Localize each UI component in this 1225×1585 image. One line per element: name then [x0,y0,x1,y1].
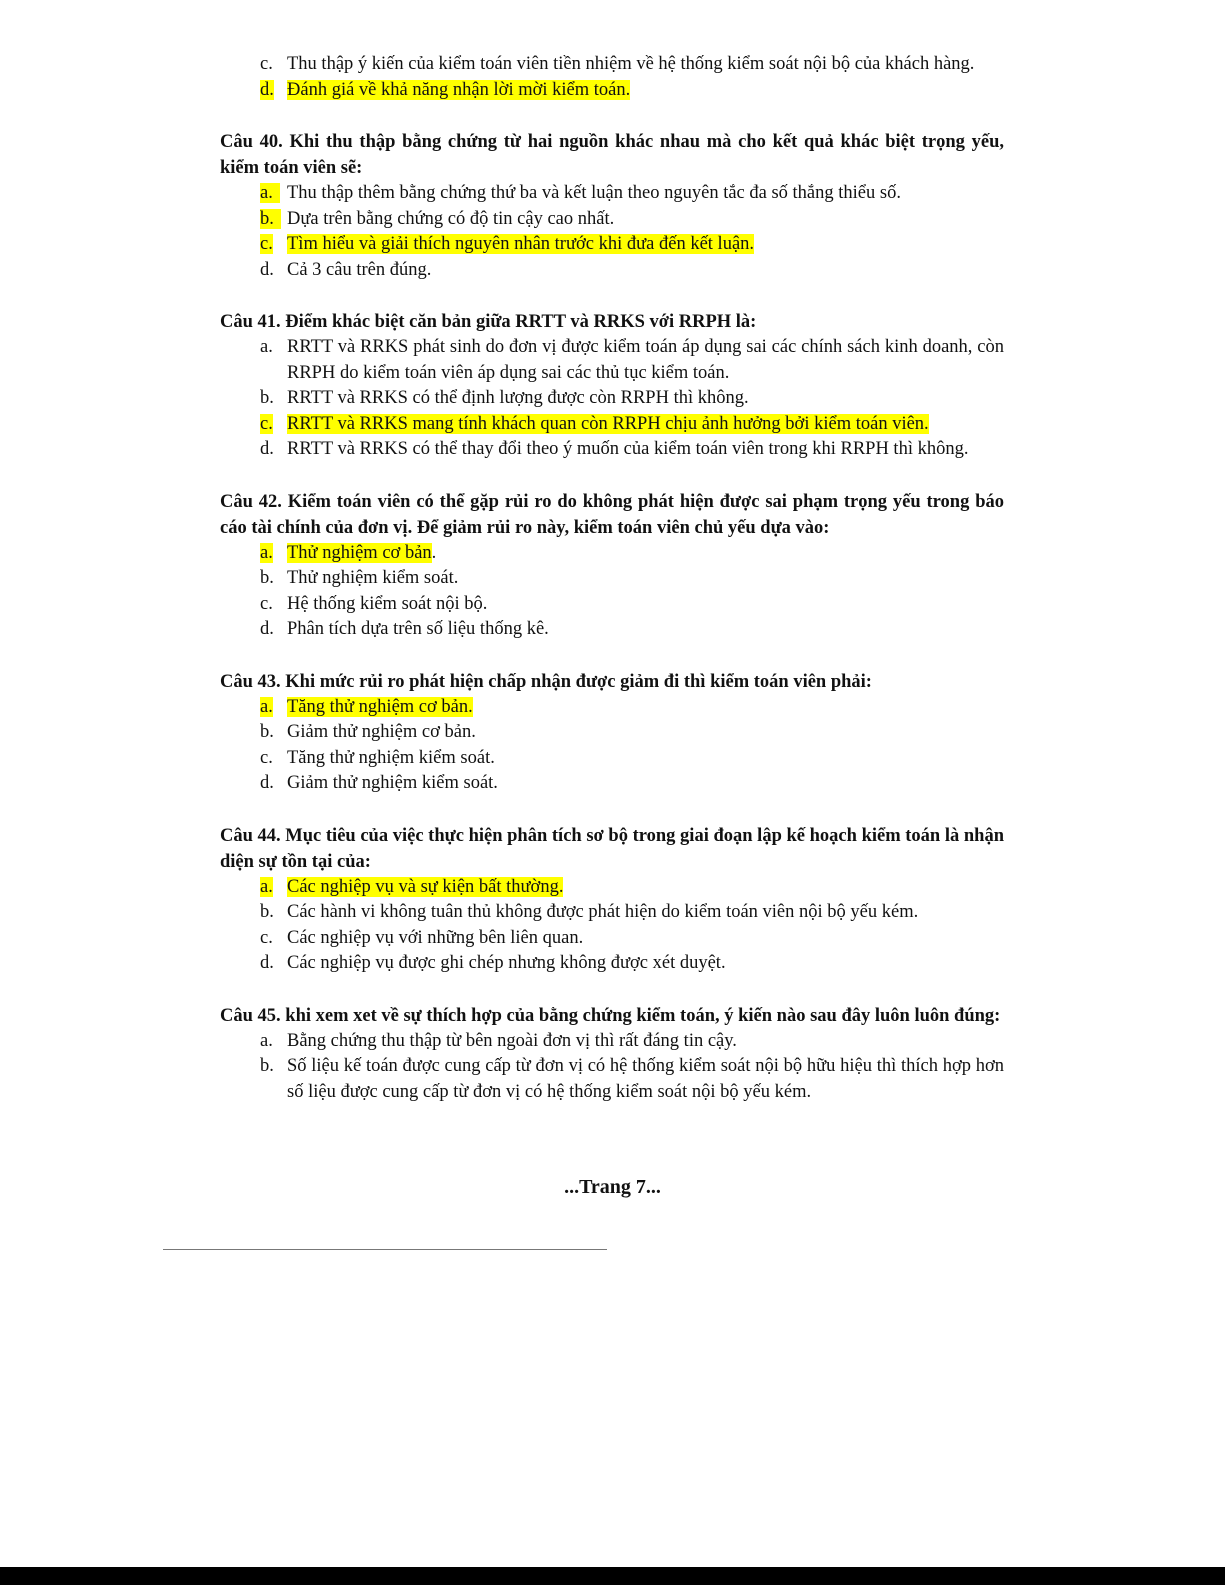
option-letter: a. [260,876,273,897]
option-letter: a. [260,542,273,563]
option-text-tail: . [431,542,437,563]
answer-option [260,78,1004,104]
option-letter: b. [260,388,274,408]
question-block [220,669,1004,797]
answer-option [260,1029,1004,1055]
answer-option [260,951,1004,977]
question-text: Câu 41. Điểm khác biệt căn bản giữa RRTT và RRKS với RRPH là: [220,312,757,332]
option-letter: d. [260,619,274,639]
option-text: RRTT và RRKS phát sinh do đơn vị được kiểm toán áp dụng sai các chính sách kinh doanh, còn RRPH do kiểm toán viên áp dụng sai các thủ tục kiểm toán. [287,337,1004,383]
option-text: Thu thập ý kiến của kiểm toán viên tiền nhiệm về hệ thống kiểm soát nội bộ của khách hàng. [287,54,975,74]
option-text: Cả 3 câu trên đúng. [287,259,432,280]
option-text: RRTT và RRKS mang tính khách quan còn RRPH chịu ảnh hưởng bởi kiểm toán viên. [287,413,929,434]
answer-options [220,335,1004,463]
question-block [220,823,1004,977]
question-block [220,489,1004,643]
answer-option [260,1054,1004,1105]
answer-options [220,1029,1004,1106]
answer-option [260,926,1004,952]
answer-option [260,258,1004,284]
answer-option [260,437,1004,463]
answer-option [260,875,1004,901]
answer-option [260,386,1004,412]
option-letter: b. [260,1056,274,1076]
option-letter: a. [260,337,273,357]
option-letter: d. [260,953,274,973]
answer-option [260,207,1004,233]
page-number: ...Trang 7... [564,1176,661,1198]
question-text: Câu 44. Mục tiêu của việc thực hiện phân tích sơ bộ trong giai đoạn lập kế hoạch kiểm toán là nhận diện sự tồn tại của: [220,825,1004,872]
question-block [220,52,1004,103]
option-letter: b. [260,722,274,742]
option-letter: d. [260,439,274,459]
option-letter: c. [260,413,273,434]
question-text: Câu 42. Kiểm toán viên có thể gặp rủi ro do không phát hiện được sai phạm trọng yếu trong báo cáo tài chính của đơn vị. Để giảm rủi ro này, kiểm toán viên chủ yếu dựa vào: [220,491,1004,538]
answer-option [260,771,1004,797]
answer-option [260,746,1004,772]
option-letter: c. [260,593,273,614]
answer-option [260,412,1004,438]
option-letter: b. [260,568,274,588]
option-letter: a. [260,1030,273,1051]
option-text: Thử nghiệm kiểm soát. [287,568,459,588]
answer-option [260,335,1004,386]
option-text: Hệ thống kiểm soát nội bộ. [287,593,488,614]
question-block [220,129,1004,283]
option-text: Tìm hiểu và giải thích nguyên nhân trước khi đưa đến kết luận. [287,234,755,254]
option-letter: b. [260,209,281,229]
question-block [220,1003,1004,1106]
question-text: Câu 43. Khi mức rủi ro phát hiện chấp nhận được giảm đi thì kiểm toán viên phải: [220,671,872,692]
option-text: RRTT và RRKS có thể thay đổi theo ý muốn của kiểm toán viên trong khi RRPH thì không. [287,439,969,459]
option-text: Tăng thử nghiệm cơ bản. [287,696,473,717]
option-letter: c. [260,234,273,254]
answer-option [260,720,1004,746]
option-letter: d. [260,773,274,793]
option-text: Các nghiệp vụ được ghi chép nhưng không được xét duyệt. [287,953,726,973]
option-text: Tăng thử nghiệm kiểm soát. [287,747,495,768]
answer-option [260,232,1004,258]
option-text: Giảm thử nghiệm cơ bản. [287,722,476,742]
answer-options [220,181,1004,283]
option-letter: d. [260,79,274,100]
document-body [220,52,1004,1131]
option-letter: a. [260,183,280,203]
option-letter: a. [260,696,273,717]
option-text: RRTT và RRKS có thể định lượng được còn RRPH thì không. [287,388,749,408]
option-text: Các hành vi không tuân thủ không được phát hiện do kiểm toán viên nội bộ yếu kém. [287,902,919,922]
option-text: Thu thập thêm bằng chứng thứ ba và kết luận theo nguyên tắc đa số thắng thiểu số. [287,183,901,203]
answer-option [260,52,1004,78]
answer-options [220,875,1004,977]
question-text: Câu 45. khi xem xet về sự thích hợp của bằng chứng kiểm toán, ý kiến nào sau đây luôn luôn đúng: [220,1005,1001,1026]
footnote-separator [163,1249,607,1250]
option-text: Phân tích dựa trên số liệu thống kê. [287,619,549,639]
answer-option [260,695,1004,721]
answer-option [260,900,1004,926]
answer-option [260,541,1004,567]
answer-option [260,617,1004,643]
question-block [220,309,1004,463]
option-text: Các nghiệp vụ và sự kiện bất thường. [287,876,564,897]
option-letter: c. [260,747,273,768]
option-text: Số liệu kế toán được cung cấp từ đơn vị có hệ thống kiểm soát nội bộ hữu hiệu thì thích hợp hơn số liệu được cung cấp từ đơn vị có hệ thống kiểm soát nội bộ yếu kém. [287,1056,1004,1102]
answer-option [260,566,1004,592]
answer-options [220,541,1004,643]
bottom-edge-bar [0,1567,1225,1585]
answer-options [220,695,1004,797]
option-letter: b. [260,902,274,922]
option-text: Các nghiệp vụ với những bên liên quan. [287,927,584,948]
option-text: Bằng chứng thu thập từ bên ngoài đơn vị thì rất đáng tin cậy. [287,1030,737,1051]
answer-option [260,181,1004,207]
option-letter: c. [260,54,273,74]
option-text: Đánh giá về khả năng nhận lời mời kiểm toán. [287,79,631,100]
question-text: Câu 40. Khi thu thập bằng chứng từ hai nguồn khác nhau mà cho kết quả khác biệt trọng yếu, kiểm toán viên sẽ: [220,132,1004,178]
answer-options [220,52,1004,103]
option-letter: c. [260,927,273,948]
option-text: Giảm thử nghiệm kiểm soát. [287,773,498,793]
option-text: Dựa trên bằng chứng có độ tin cậy cao nhất. [287,208,615,229]
answer-option [260,592,1004,618]
option-text: Thử nghiệm cơ bản [287,542,432,563]
option-letter: d. [260,259,274,280]
